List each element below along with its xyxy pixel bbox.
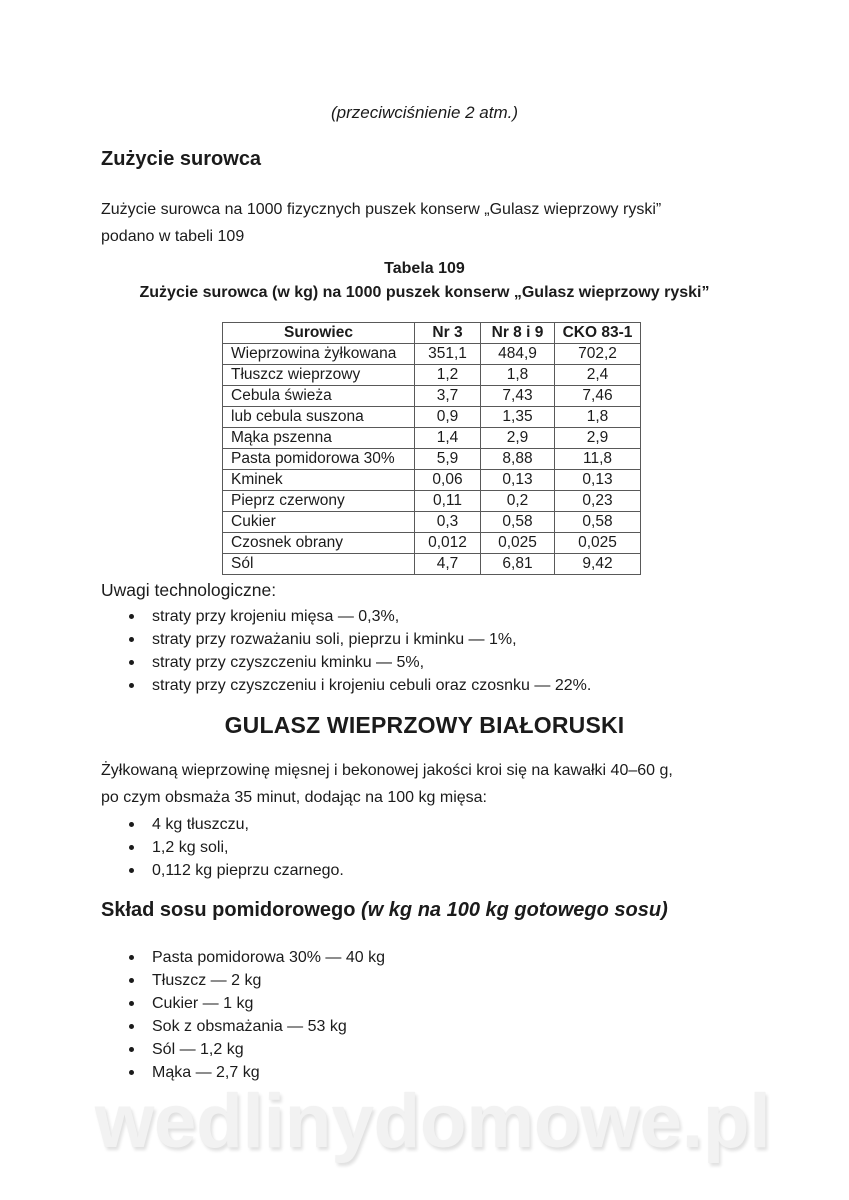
value-cko831-cell: 11,8 bbox=[555, 449, 641, 470]
table-row bbox=[223, 512, 641, 533]
list-item-text: straty przy czyszczeniu i krojeniu cebuli oraz czosnku — 22%. bbox=[152, 677, 592, 694]
list-item-text: 4 kg tłuszczu, bbox=[152, 816, 249, 833]
list-item bbox=[101, 1061, 748, 1084]
list-item bbox=[101, 605, 748, 628]
value-cko831-cell: 702,2 bbox=[555, 344, 641, 365]
value-cko831-cell: 2,4 bbox=[555, 365, 641, 386]
ingredient-cell: Mąka pszenna bbox=[223, 428, 415, 449]
list-item-text: Cukier — 1 kg bbox=[152, 995, 254, 1012]
value-nr3-cell: 4,7 bbox=[415, 554, 481, 575]
watermark: wedlinydomowe.pl bbox=[95, 1079, 771, 1164]
value-nr8i9-cell: 6,81 bbox=[481, 554, 555, 575]
value-cko831-cell: 0,58 bbox=[555, 512, 641, 533]
bullet-icon bbox=[129, 660, 134, 665]
list-item-text: straty przy krojeniu mięsa — 0,3%, bbox=[152, 608, 400, 625]
bullet-icon bbox=[129, 868, 134, 873]
list-item bbox=[101, 1015, 748, 1038]
table-body bbox=[223, 344, 641, 575]
list-item-text: Pasta pomidorowa 30% — 40 kg bbox=[152, 949, 386, 966]
table-row bbox=[223, 407, 641, 428]
intro-line-1: Zużycie surowca na 1000 fizycznych puszek konserw „Gulasz wieprzowy ryski” bbox=[101, 201, 662, 218]
list-item-text: Tłuszcz — 2 kg bbox=[152, 972, 262, 989]
ingredient-cell: Cukier bbox=[223, 512, 415, 533]
value-nr3-cell: 0,3 bbox=[415, 512, 481, 533]
value-nr8i9-cell: 0,58 bbox=[481, 512, 555, 533]
value-nr3-cell: 0,11 bbox=[415, 491, 481, 512]
table-row bbox=[223, 449, 641, 470]
list-item-text: straty przy czyszczeniu kminku — 5%, bbox=[152, 654, 425, 671]
table-header-row bbox=[223, 323, 641, 344]
value-nr8i9-cell: 8,88 bbox=[481, 449, 555, 470]
intro-line-2: podano w tabeli 109 bbox=[101, 228, 245, 245]
value-nr3-cell: 5,9 bbox=[415, 449, 481, 470]
value-nr3-cell: 0,012 bbox=[415, 533, 481, 554]
list-item bbox=[101, 628, 748, 651]
value-nr8i9-cell: 7,43 bbox=[481, 386, 555, 407]
table-row bbox=[223, 470, 641, 491]
value-nr8i9-cell: 0,025 bbox=[481, 533, 555, 554]
list-item bbox=[101, 946, 748, 969]
list-item-text: 1,2 kg soli, bbox=[152, 839, 229, 856]
list-item bbox=[101, 1038, 748, 1061]
table-row bbox=[223, 344, 641, 365]
value-nr3-cell: 0,06 bbox=[415, 470, 481, 491]
table-row bbox=[223, 554, 641, 575]
table-row bbox=[223, 491, 641, 512]
ingredient-cell: Tłuszcz wieprzowy bbox=[223, 365, 415, 386]
bullet-icon bbox=[129, 1024, 134, 1029]
value-nr8i9-cell: 0,2 bbox=[481, 491, 555, 512]
ingredient-cell: lub cebula suszona bbox=[223, 407, 415, 428]
value-nr3-cell: 1,2 bbox=[415, 365, 481, 386]
list-item-text: Sól — 1,2 kg bbox=[152, 1041, 244, 1058]
ingredient-cell: Czosnek obrany bbox=[223, 533, 415, 554]
list-item bbox=[101, 969, 748, 992]
table-row bbox=[223, 386, 641, 407]
bialoruski-ingredients-list bbox=[101, 813, 748, 882]
tech-notes-title: Uwagi technologiczne: bbox=[101, 580, 277, 600]
value-nr8i9-cell: 0,13 bbox=[481, 470, 555, 491]
value-nr3-cell: 1,4 bbox=[415, 428, 481, 449]
value-cko831-cell: 7,46 bbox=[555, 386, 641, 407]
sos-title-main: Skład sosu pomidorowego bbox=[101, 899, 362, 921]
value-nr8i9-cell: 1,8 bbox=[481, 365, 555, 386]
value-nr3-cell: 0,9 bbox=[415, 407, 481, 428]
list-item bbox=[101, 836, 748, 859]
value-cko831-cell: 0,025 bbox=[555, 533, 641, 554]
tech-notes-list bbox=[101, 605, 748, 697]
ingredient-cell: Wieprzowina żyłkowana bbox=[223, 344, 415, 365]
list-item-text: straty przy rozważaniu soli, pieprzu i kminku — 1%, bbox=[152, 631, 517, 648]
table-header-cell: Nr 8 i 9 bbox=[481, 323, 555, 344]
bullet-icon bbox=[129, 978, 134, 983]
list-item-text: Mąka — 2,7 kg bbox=[152, 1064, 260, 1081]
table-row bbox=[223, 428, 641, 449]
bullet-icon bbox=[129, 822, 134, 827]
table-header-cell: Surowiec bbox=[223, 323, 415, 344]
section-title-sos bbox=[101, 897, 748, 923]
bullet-icon bbox=[129, 1070, 134, 1075]
pressure-note: (przeciwciśnienie 2 atm.) bbox=[330, 103, 519, 122]
bullet-icon bbox=[129, 1001, 134, 1006]
value-nr8i9-cell: 2,9 bbox=[481, 428, 555, 449]
table-row bbox=[223, 533, 641, 554]
value-nr8i9-cell: 1,35 bbox=[481, 407, 555, 428]
ingredient-cell: Sól bbox=[223, 554, 415, 575]
raw-material-table bbox=[222, 322, 641, 575]
bullet-icon bbox=[129, 614, 134, 619]
section-title-zuzycie: Zużycie surowca bbox=[101, 148, 262, 170]
table-header-cell: Nr 3 bbox=[415, 323, 481, 344]
section-title-bialoruski: GULASZ WIEPRZOWY BIAŁORUSKI bbox=[224, 712, 625, 738]
intro-paragraph bbox=[101, 196, 748, 250]
list-item bbox=[101, 674, 748, 697]
value-cko831-cell: 0,23 bbox=[555, 491, 641, 512]
list-item bbox=[101, 651, 748, 674]
list-item-text: Sok z obsmażania — 53 kg bbox=[152, 1018, 347, 1035]
table-caption-title: Zużycie surowca (w kg) na 1000 puszek konserw „Gulasz wieprzowy ryski” bbox=[139, 284, 710, 301]
value-nr8i9-cell: 484,9 bbox=[481, 344, 555, 365]
value-nr3-cell: 351,1 bbox=[415, 344, 481, 365]
value-cko831-cell: 9,42 bbox=[555, 554, 641, 575]
bialoruski-paragraph bbox=[101, 757, 748, 811]
bialoruski-line-2: po czym obsmaża 35 minut, dodając na 100 kg mięsa: bbox=[101, 789, 487, 806]
list-item bbox=[101, 859, 748, 882]
ingredient-cell: Pieprz czerwony bbox=[223, 491, 415, 512]
value-nr3-cell: 3,7 bbox=[415, 386, 481, 407]
sauce-ingredients-list bbox=[101, 946, 748, 1084]
value-cko831-cell: 1,8 bbox=[555, 407, 641, 428]
table-row bbox=[223, 365, 641, 386]
table-header-cell: CKO 83-1 bbox=[555, 323, 641, 344]
value-cko831-cell: 0,13 bbox=[555, 470, 641, 491]
list-item bbox=[101, 813, 748, 836]
bullet-icon bbox=[129, 845, 134, 850]
list-item-text: 0,112 kg pieprzu czarnego. bbox=[152, 862, 344, 879]
bialoruski-line-1: Żyłkowaną wieprzowinę mięsnej i bekonowej jakości kroi się na kawałki 40–60 g, bbox=[101, 762, 673, 779]
value-cko831-cell: 2,9 bbox=[555, 428, 641, 449]
sos-title-italic: (w kg na 100 kg gotowego sosu) bbox=[361, 899, 668, 921]
ingredient-cell: Cebula świeża bbox=[223, 386, 415, 407]
bullet-icon bbox=[129, 683, 134, 688]
bullet-icon bbox=[129, 955, 134, 960]
bullet-icon bbox=[129, 1047, 134, 1052]
ingredient-cell: Pasta pomidorowa 30% bbox=[223, 449, 415, 470]
ingredient-cell: Kminek bbox=[223, 470, 415, 491]
table-caption-number: Tabela 109 bbox=[384, 260, 465, 277]
bullet-icon bbox=[129, 637, 134, 642]
list-item bbox=[101, 992, 748, 1015]
